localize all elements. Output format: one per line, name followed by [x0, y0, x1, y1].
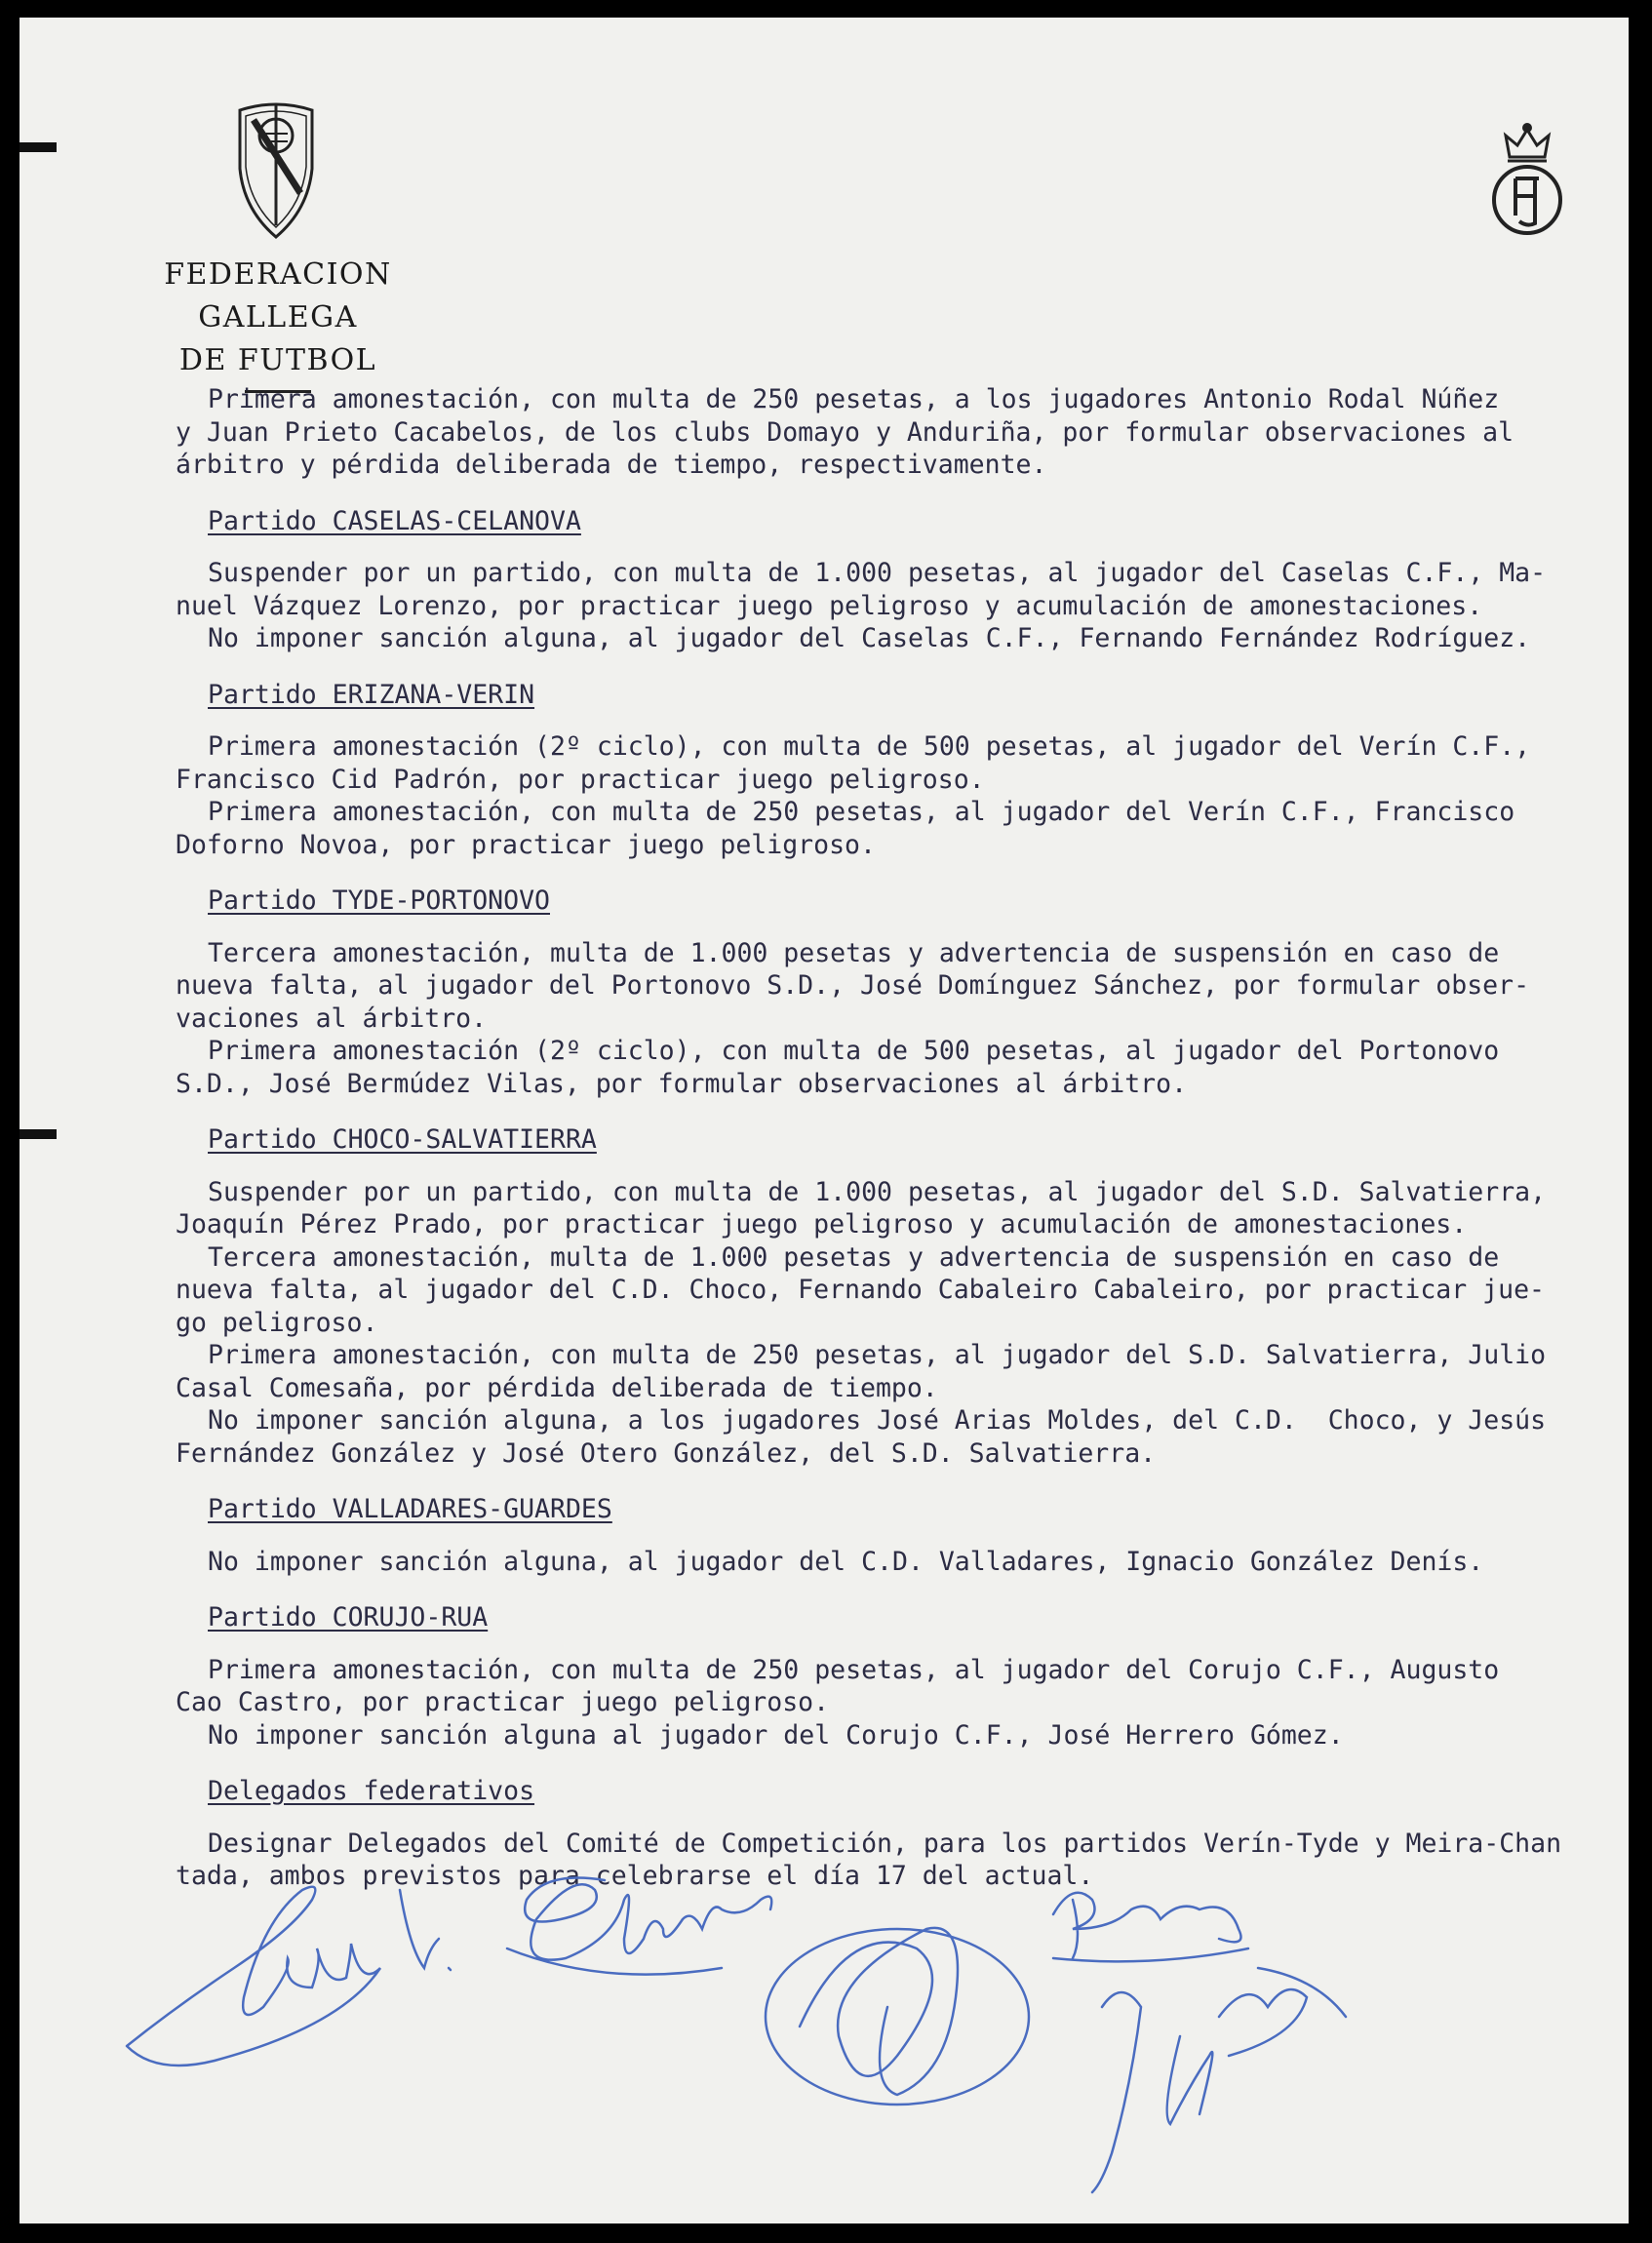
section-gap — [176, 1578, 1609, 1590]
section-heading-text: Partido VALLADARES-GUARDES — [208, 1494, 612, 1524]
text-line: nueva falta, al jugador del C.D. Choco, Fernando Cabaleiro Cabaleiro, por practicar jue- — [176, 1275, 1545, 1305]
section-heading-text: Partido ERIZANA-VERIN — [208, 679, 535, 710]
section-heading — [176, 1493, 1609, 1526]
section-gap — [176, 1751, 1609, 1763]
binder-hole-mark — [20, 1129, 57, 1139]
section-heading-text: Partido TYDE-PORTONOVO — [208, 885, 550, 916]
text-line: Primera amonestación (2º ciclo), con multa de 500 pesetas, al jugador del Portonovo — [208, 1036, 1500, 1066]
text-line: Fernández González y José Otero González, del S.D. Salvatierra. — [176, 1437, 1157, 1469]
text-line: nuel Vázquez Lorenzo, por practicar juego peligroso y acumulación de amonestaciones. — [176, 590, 1483, 621]
text-line: Primera amonestación (2º ciclo), con multa de 500 pesetas, al jugador del Verín C.F., — [208, 731, 1531, 762]
text-line: Primera amonestación, con multa de 250 pesetas, al jugador del Verín C.F., Francisco — [208, 797, 1515, 827]
text-line: Casal Comesaña, por pérdida deliberada de tiempo. — [176, 1372, 938, 1403]
text-line: No imponer sanción alguna, a los jugadores José Arias Moldes, del C.D. Choco, y Jesús — [208, 1405, 1547, 1436]
resolution-text — [176, 383, 1609, 1893]
section-heading-text: Delegados federativos — [208, 1776, 535, 1806]
section-heading — [176, 1123, 1609, 1157]
text-line: Primera amonestación, con multa de 250 pesetas, al jugador del Corujo C.F., Augusto — [208, 1654, 1500, 1685]
text-line: vaciones al árbitro. — [176, 1003, 488, 1034]
section-heading-text: Partido CASELAS-CELANOVA — [208, 505, 581, 536]
section-gap — [176, 655, 1609, 667]
section-heading — [176, 679, 1609, 712]
text-line: árbitro y pérdida deliberada de tiempo, respectivamente. — [176, 450, 1047, 480]
section-gap — [176, 1100, 1609, 1112]
section-heading-text: Partido CORUJO-RUA — [208, 1602, 489, 1633]
text-line: Primera amonestación, con multa de 250 pesetas, al jugador del S.D. Salvatierra, Julio — [208, 1340, 1547, 1370]
section-heading — [176, 885, 1609, 918]
text-line: Designar Delegados del Comité de Competición, para los partidos Verín-Tyde y Meira-Chan — [208, 1828, 1562, 1859]
crowned-rfef-emblem-icon — [1488, 118, 1566, 237]
section-heading-text: Partido CHOCO-SALVATIERRA — [208, 1124, 597, 1155]
text-line: Tercera amonestación, multa de 1.000 pesetas y advertencia de suspensión en caso de — [208, 937, 1500, 968]
text-line: Cao Castro, por practicar juego peligroso. — [176, 1687, 830, 1717]
text-line: No imponer sanción alguna, al jugador del Caselas C.F., Fernando Fernández Rodríguez. — [208, 623, 1531, 653]
section-gap — [176, 482, 1609, 493]
text-line: No imponer sanción alguna, al jugador del C.D. Valladares, Ignacio González Denís. — [208, 1546, 1484, 1577]
organization-name-line2: DE FUTBOL — [178, 343, 377, 377]
text-line: S.D., José Bermúdez Vilas, por formular observaciones al árbitro. — [176, 1068, 1188, 1099]
binder-hole-mark — [20, 142, 57, 152]
text-line: No imponer sanción alguna al jugador del Corujo C.F., José Herrero Gómez. — [208, 1719, 1344, 1751]
text-line: Suspender por un partido, con multa de 1.000 pesetas, al jugador del S.D. Salvatierra, — [208, 1176, 1547, 1207]
section-gap — [176, 861, 1609, 873]
section-gap — [176, 1470, 1609, 1481]
text-line: Tercera amonestación, multa de 1.000 pesetas y advertencia de suspensión en caso de — [208, 1241, 1500, 1273]
organization-name — [83, 254, 473, 393]
text-line: Joaquín Pérez Prado, por practicar juego peligroso y acumulación de amonestaciones. — [176, 1209, 1468, 1240]
text-line: Suspender por un partido, con multa de 1.000 pesetas, al jugador del Caselas C.F., Ma- — [208, 558, 1547, 588]
text-line: Primera amonestación, con multa de 250 pesetas, a los jugadores Antonio Rodal Núñez — [208, 384, 1500, 414]
federation-shield-icon — [232, 100, 320, 242]
text-line: y Juan Prieto Cacabelos, de los clubs Domayo y Anduriña, por formular observaciones al — [176, 416, 1514, 448]
text-line: Doforno Novoa, por practicar juego peligroso. — [176, 829, 876, 860]
organization-name-line1: FEDERACION GALLEGA — [164, 257, 392, 334]
section-heading — [176, 1601, 1609, 1634]
text-line: tada, ambos previstos para celebrarse el día 17 del actual. — [176, 1861, 1094, 1891]
text-line: Francisco Cid Padrón, por practicar juego peligroso. — [176, 764, 985, 795]
text-line: go peligroso. — [176, 1307, 378, 1338]
handwritten-signatures-icon — [117, 1861, 1580, 2212]
document-page — [20, 18, 1629, 2223]
text-line: nueva falta, al jugador del Portonovo S.D., José Domínguez Sánchez, por formular obser- — [176, 970, 1530, 1001]
section-heading — [176, 1775, 1609, 1808]
section-heading — [176, 505, 1609, 538]
